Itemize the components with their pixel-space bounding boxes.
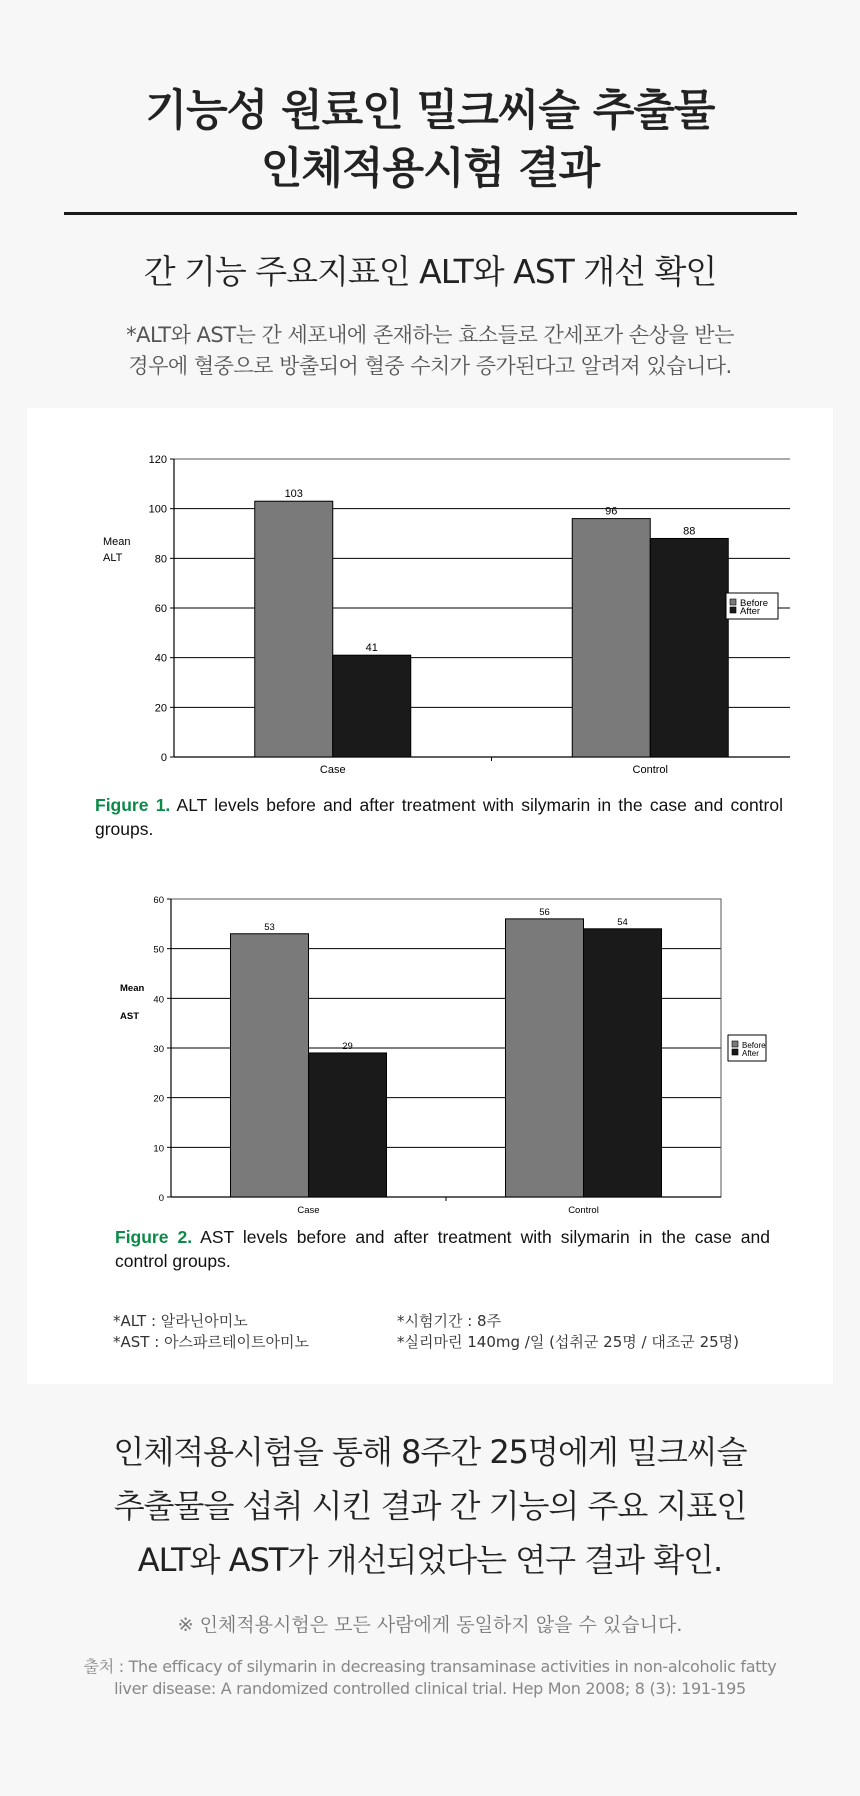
source-line-2: liver disease: A randomized controlled clinical trial. Hep Mon 2008; 8 (3): 191-195: [114, 1679, 746, 1698]
legend-swatch-after: [730, 607, 736, 613]
data-label: 41: [365, 642, 378, 655]
note-ast: *AST : 아스파르테이트아미노: [113, 1333, 309, 1351]
y-tick-label: 40: [154, 652, 167, 665]
source-citation: [80, 1656, 780, 1700]
page-title: [0, 82, 860, 198]
description-line-2: 경우에 혈중으로 방출되어 혈중 수치가 증가된다고 알려져 있습니다.: [128, 354, 732, 378]
bar-after-control: [584, 929, 662, 1197]
note-dose: *실리마린 140mg /일 (섭취군 25명 / 대조군 25명): [397, 1333, 739, 1351]
bar-before-case: [255, 501, 333, 757]
y-tick-label: 120: [148, 454, 167, 466]
data-label: 53: [264, 921, 275, 933]
conclusion-line-1: 인체적용시험을 통해 8주간 25명에게 밀크씨슬: [113, 1433, 747, 1471]
y-tick-label: 40: [153, 994, 164, 1006]
data-label: 56: [539, 906, 550, 918]
y-tick-label: 0: [158, 1193, 164, 1204]
title-divider: [64, 212, 797, 215]
legend-label-before: Before: [740, 598, 768, 609]
legend-label-after: After: [742, 1049, 759, 1058]
data-label: 29: [342, 1040, 353, 1052]
conclusion-line-2: 추출물을 섭취 시킨 결과 간 기능의 주요 지표인: [113, 1487, 747, 1525]
y-tick-label: 20: [154, 702, 167, 715]
y-tick-label: 10: [153, 1143, 164, 1155]
figure1-text: ALT levels before and after treatment with silymarin in the case and control groups.: [95, 795, 783, 839]
note-period: *시험기간 : 8주: [397, 1312, 502, 1330]
bar-after-control: [650, 538, 728, 757]
y-axis-label: ALT: [103, 552, 123, 564]
disclaimer: ※ 인체적용시험은 모든 사람에게 동일하지 않을 수 있습니다.: [177, 1614, 683, 1636]
x-tick-label: Control: [632, 764, 668, 776]
bar-after-case: [309, 1053, 387, 1197]
figure2-text: AST levels before and after treatment with silymarin in the case and control groups.: [115, 1227, 770, 1271]
conclusion: [0, 1425, 860, 1587]
y-tick-label: 100: [148, 503, 167, 516]
x-tick-label: Case: [297, 1205, 320, 1216]
legend-swatch-before: [730, 599, 736, 605]
alt-chart: [90, 445, 790, 785]
legend-swatch-before: [732, 1041, 738, 1047]
y-tick-label: 60: [154, 603, 167, 615]
bar-before-control: [572, 519, 650, 757]
y-tick-label: 0: [160, 752, 167, 764]
bar-before-control: [506, 919, 584, 1197]
x-tick-label: Case: [319, 764, 346, 776]
data-label: 88: [683, 525, 696, 538]
bar-before-case: [231, 934, 309, 1197]
y-axis-label: Mean: [120, 983, 145, 994]
notes-right: [397, 1311, 739, 1353]
y-tick-label: 60: [153, 895, 164, 906]
notes-left: [113, 1311, 309, 1353]
legend-swatch-after: [732, 1049, 738, 1055]
y-tick-label: 30: [153, 1044, 164, 1055]
description-line-1: *ALT와 AST는 간 세포내에 존재하는 효소들로 간세포가 손상을 받는: [126, 323, 734, 347]
legend-label-after: After: [740, 606, 761, 617]
bar-after-case: [333, 655, 411, 757]
y-tick-label: 50: [153, 944, 164, 956]
figure2-caption: [115, 1225, 770, 1273]
figure1-caption: [95, 793, 783, 841]
y-tick-label: 20: [153, 1093, 164, 1105]
legend-label-before: Before: [742, 1041, 766, 1050]
section-subtitle: 간 기능 주요지표인 ALT와 AST 개선 확인: [143, 252, 717, 291]
conclusion-line-3: ALT와 AST가 개선되었다는 연구 결과 확인.: [137, 1541, 723, 1579]
title-line-1: 기능성 원료인 밀크씨슬 추출물: [145, 86, 715, 136]
figure2-label: Figure 2.: [115, 1227, 193, 1247]
data-label: 103: [284, 488, 303, 501]
y-axis-label: Mean: [103, 536, 131, 548]
figure1-label: Figure 1.: [95, 795, 171, 815]
x-tick-label: Control: [568, 1205, 599, 1216]
source-line-1: 출처 : The efficacy of silymarin in decreasing transaminase activities in non-alcoholic fatty: [83, 1657, 777, 1676]
y-tick-label: 80: [154, 553, 167, 566]
y-axis-label: AST: [120, 1011, 139, 1022]
data-label: 54: [617, 916, 628, 928]
title-line-2: 인체적용시험 결과: [260, 144, 600, 194]
note-alt: *ALT : 알라닌아미노: [113, 1312, 248, 1330]
description: [60, 320, 800, 382]
ast-chart: [110, 885, 790, 1225]
data-label: 96: [605, 505, 618, 518]
